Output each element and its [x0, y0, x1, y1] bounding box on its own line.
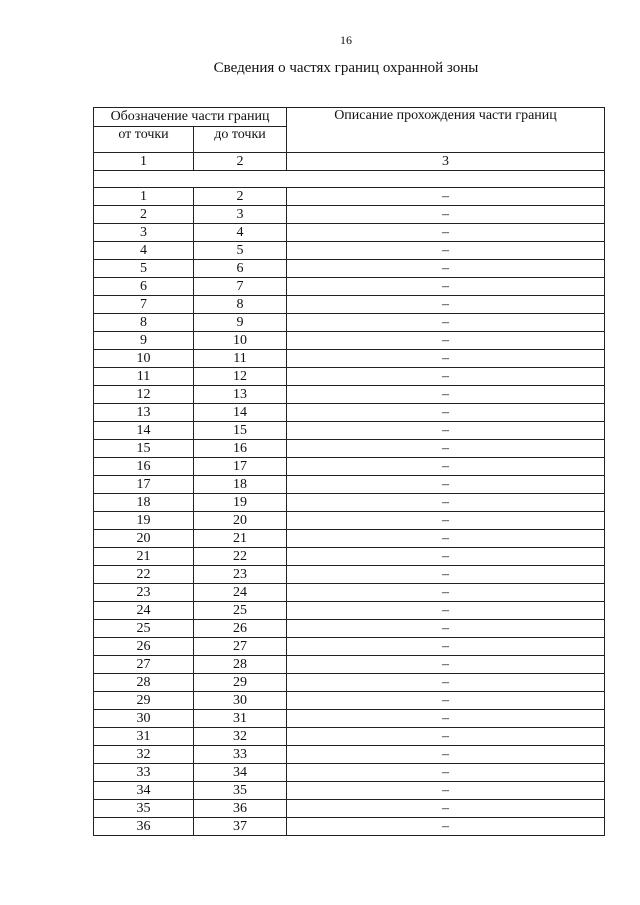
to-point-cell: 12 [194, 368, 287, 386]
from-point-cell: 24 [94, 602, 194, 620]
to-point-cell: 21 [194, 530, 287, 548]
to-point-cell: 18 [194, 476, 287, 494]
from-point-cell: 25 [94, 620, 194, 638]
to-point-cell: 33 [194, 746, 287, 764]
to-point-cell: 3 [194, 206, 287, 224]
description-cell: – [287, 656, 605, 674]
column-number-row [94, 153, 605, 171]
description-cell: – [287, 386, 605, 404]
from-point-cell: 28 [94, 674, 194, 692]
to-point-cell: 16 [194, 440, 287, 458]
from-point-cell: 15 [94, 440, 194, 458]
table-row [94, 530, 605, 548]
description-cell: – [287, 674, 605, 692]
description-cell: – [287, 530, 605, 548]
header-to-point: до точки [194, 127, 287, 153]
table-row [94, 656, 605, 674]
description-cell: – [287, 458, 605, 476]
description-cell: – [287, 188, 605, 206]
table-row [94, 620, 605, 638]
description-cell: – [287, 764, 605, 782]
description-cell: – [287, 692, 605, 710]
table-row [94, 548, 605, 566]
description-cell: – [287, 440, 605, 458]
page-number: 16 [340, 33, 352, 47]
from-point-cell: 29 [94, 692, 194, 710]
table-row [94, 710, 605, 728]
description-cell: – [287, 512, 605, 530]
to-point-cell: 13 [194, 386, 287, 404]
description-cell: – [287, 602, 605, 620]
from-point-cell: 23 [94, 584, 194, 602]
column-number-3: 3 [287, 153, 605, 171]
from-point-cell: 1 [94, 188, 194, 206]
from-point-cell: 32 [94, 746, 194, 764]
table-row [94, 584, 605, 602]
from-point-cell: 10 [94, 350, 194, 368]
document-title: Сведения о частях границ охранной зоны [213, 60, 479, 76]
to-point-cell: 19 [194, 494, 287, 512]
table-row [94, 764, 605, 782]
from-point-cell: 14 [94, 422, 194, 440]
to-point-cell: 4 [194, 224, 287, 242]
description-cell: – [287, 224, 605, 242]
to-point-cell: 35 [194, 782, 287, 800]
to-point-cell: 36 [194, 800, 287, 818]
to-point-cell: 5 [194, 242, 287, 260]
from-point-cell: 33 [94, 764, 194, 782]
table-row [94, 224, 605, 242]
description-cell: – [287, 476, 605, 494]
to-point-cell: 10 [194, 332, 287, 350]
to-point-cell: 8 [194, 296, 287, 314]
description-cell: – [287, 314, 605, 332]
table-row [94, 638, 605, 656]
description-cell: – [287, 296, 605, 314]
table-row [94, 782, 605, 800]
boundary-parts-table [93, 107, 605, 836]
to-point-cell: 34 [194, 764, 287, 782]
table-row [94, 332, 605, 350]
description-cell: – [287, 728, 605, 746]
table-row [94, 404, 605, 422]
table-row [94, 512, 605, 530]
to-point-cell: 14 [194, 404, 287, 422]
from-point-cell: 36 [94, 818, 194, 836]
to-point-cell: 29 [194, 674, 287, 692]
description-cell: – [287, 620, 605, 638]
from-point-cell: 12 [94, 386, 194, 404]
description-cell: – [287, 242, 605, 260]
table-row [94, 800, 605, 818]
section-spacer-cell [94, 171, 605, 188]
from-point-cell: 8 [94, 314, 194, 332]
description-cell: – [287, 782, 605, 800]
from-point-cell: 18 [94, 494, 194, 512]
table-row [94, 296, 605, 314]
to-point-cell: 7 [194, 278, 287, 296]
from-point-cell: 9 [94, 332, 194, 350]
table-row [94, 602, 605, 620]
description-cell: – [287, 368, 605, 386]
header-description: Описание прохождения части границ [287, 108, 605, 153]
from-point-cell: 30 [94, 710, 194, 728]
table-row [94, 692, 605, 710]
from-point-cell: 6 [94, 278, 194, 296]
from-point-cell: 7 [94, 296, 194, 314]
table-row [94, 260, 605, 278]
table-row [94, 206, 605, 224]
table-row [94, 476, 605, 494]
to-point-cell: 28 [194, 656, 287, 674]
to-point-cell: 20 [194, 512, 287, 530]
to-point-cell: 30 [194, 692, 287, 710]
header-boundary-designation: Обозначение части границ [94, 108, 287, 127]
description-cell: – [287, 584, 605, 602]
section-spacer-row [94, 171, 605, 188]
from-point-cell: 26 [94, 638, 194, 656]
to-point-cell: 9 [194, 314, 287, 332]
from-point-cell: 2 [94, 206, 194, 224]
to-point-cell: 22 [194, 548, 287, 566]
table-row [94, 494, 605, 512]
table-row [94, 566, 605, 584]
from-point-cell: 19 [94, 512, 194, 530]
description-cell: – [287, 332, 605, 350]
table-row [94, 422, 605, 440]
to-point-cell: 15 [194, 422, 287, 440]
table-row [94, 278, 605, 296]
from-point-cell: 4 [94, 242, 194, 260]
from-point-cell: 21 [94, 548, 194, 566]
column-number-2: 2 [194, 153, 287, 171]
to-point-cell: 11 [194, 350, 287, 368]
from-point-cell: 35 [94, 800, 194, 818]
description-cell: – [287, 566, 605, 584]
description-cell: – [287, 260, 605, 278]
description-cell: – [287, 818, 605, 836]
to-point-cell: 26 [194, 620, 287, 638]
table-row [94, 818, 605, 836]
description-cell: – [287, 746, 605, 764]
description-cell: – [287, 548, 605, 566]
from-point-cell: 31 [94, 728, 194, 746]
to-point-cell: 6 [194, 260, 287, 278]
from-point-cell: 22 [94, 566, 194, 584]
description-cell: – [287, 278, 605, 296]
description-cell: – [287, 800, 605, 818]
to-point-cell: 32 [194, 728, 287, 746]
description-cell: – [287, 710, 605, 728]
column-number-1: 1 [94, 153, 194, 171]
table-row [94, 728, 605, 746]
from-point-cell: 20 [94, 530, 194, 548]
table-row [94, 314, 605, 332]
description-cell: – [287, 404, 605, 422]
to-point-cell: 17 [194, 458, 287, 476]
description-cell: – [287, 206, 605, 224]
from-point-cell: 27 [94, 656, 194, 674]
from-point-cell: 3 [94, 224, 194, 242]
header-row-group [94, 108, 605, 127]
table-row [94, 188, 605, 206]
from-point-cell: 16 [94, 458, 194, 476]
header-from-point: от точки [94, 127, 194, 153]
table-row [94, 746, 605, 764]
table-row [94, 458, 605, 476]
description-cell: – [287, 422, 605, 440]
table-row [94, 440, 605, 458]
to-point-cell: 2 [194, 188, 287, 206]
to-point-cell: 37 [194, 818, 287, 836]
table-row [94, 368, 605, 386]
to-point-cell: 24 [194, 584, 287, 602]
from-point-cell: 17 [94, 476, 194, 494]
table-row [94, 674, 605, 692]
to-point-cell: 31 [194, 710, 287, 728]
description-cell: – [287, 350, 605, 368]
to-point-cell: 25 [194, 602, 287, 620]
table-row [94, 350, 605, 368]
from-point-cell: 34 [94, 782, 194, 800]
from-point-cell: 13 [94, 404, 194, 422]
to-point-cell: 23 [194, 566, 287, 584]
table-row [94, 386, 605, 404]
from-point-cell: 5 [94, 260, 194, 278]
from-point-cell: 11 [94, 368, 194, 386]
table-row [94, 242, 605, 260]
description-cell: – [287, 638, 605, 656]
to-point-cell: 27 [194, 638, 287, 656]
description-cell: – [287, 494, 605, 512]
